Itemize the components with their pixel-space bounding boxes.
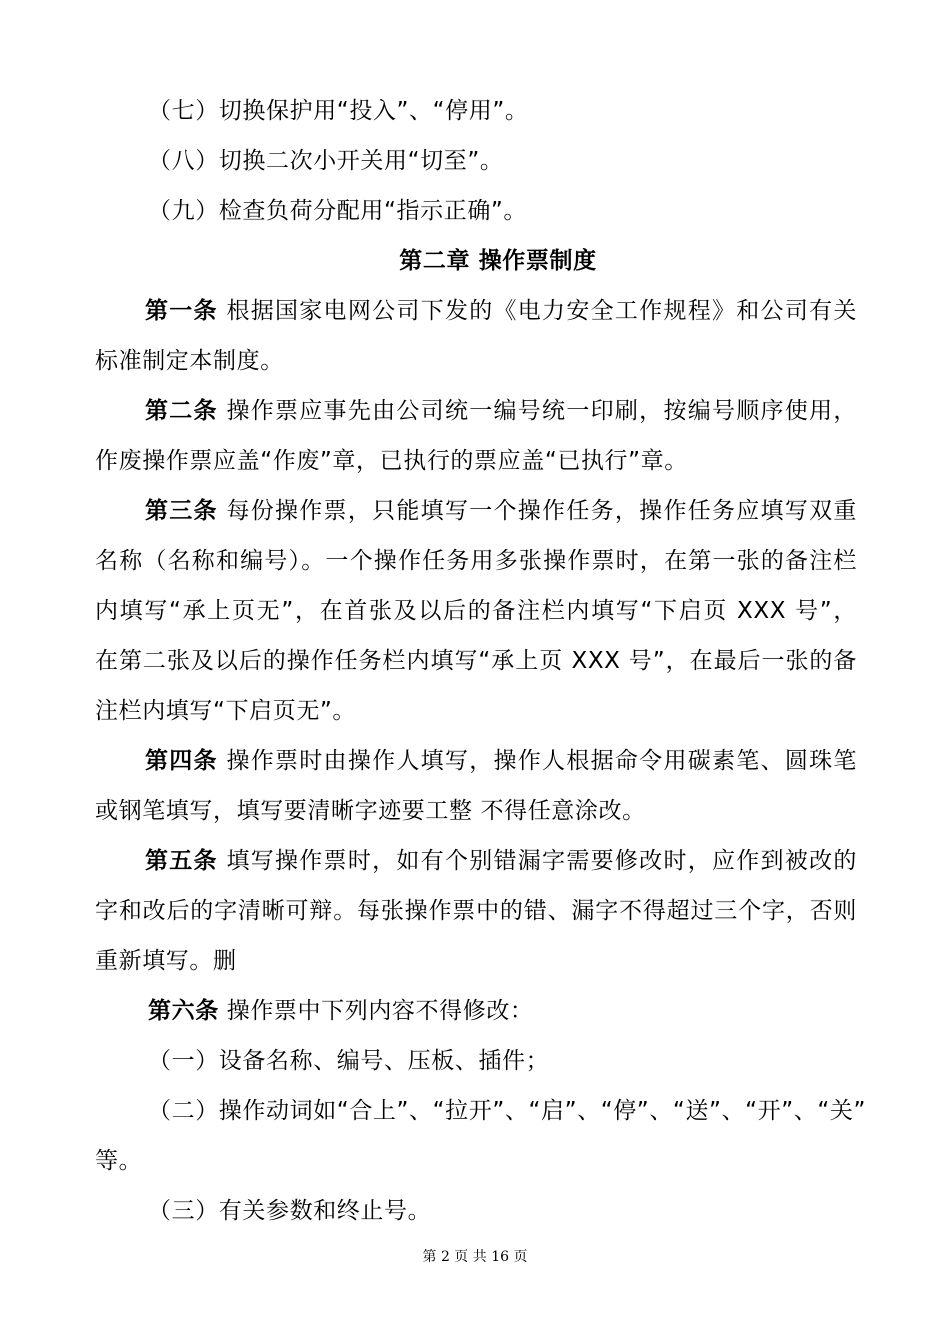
article-1-label: 第一条 — [145, 298, 218, 324]
list-item-7: （七）切换保护用“投入”、“停用”。 — [148, 98, 529, 124]
page-footer: 第 2 页 共 16 页 — [422, 1249, 528, 1265]
article-3-line-1: 第三条 每份操作票，只能填写一个操作任务，操作任务应填写双重 — [145, 498, 857, 524]
article-4-line-1: 第四条 操作票时由操作人填写，操作人根据命令用碳素笔、圆珠笔 — [145, 748, 857, 774]
article-1-line-1: 第一条 根据国家电网公司下发的《电力安全工作规程》和公司有关 — [145, 298, 857, 324]
article-4-label: 第四条 — [145, 748, 218, 774]
article-5-label: 第五条 — [145, 848, 218, 874]
chapter-heading: 第二章 操作票制度 — [399, 248, 597, 274]
article-5-line-1: 第五条 填写操作票时，如有个别错漏字需要修改时，应作到被改的 — [145, 848, 857, 874]
article-3-line-3: 内填写“承上页无”，在首张及以后的备注栏内填写“下启页 XXX 号”， — [95, 598, 857, 624]
article-5-line-3: 重新填写。删 — [95, 948, 237, 974]
article-3-line-5: 注栏内填写“下启页无”。 — [95, 698, 357, 724]
sub-item-1: （一）设备名称、编号、压板、插件； — [148, 1048, 550, 1074]
sub-item-2-line-1: （二）操作动词如“合上”、“拉开”、“启”、“停”、“送”、“开”、“关” — [148, 1098, 867, 1124]
sub-item-3: （三）有关参数和终止号。 — [148, 1198, 432, 1224]
article-3-label: 第三条 — [145, 498, 218, 524]
article-6-line-1: 第六条 操作票中下列内容不得修改： — [148, 998, 534, 1024]
article-2-line-2: 作废操作票应盖“作废”章，已执行的票应盖“已执行”章。 — [95, 448, 688, 474]
article-6-label: 第六条 — [148, 998, 219, 1024]
article-5-line-2: 字和改后的字清晰可辩。每张操作票中的错、漏字不得超过三个字，否则 — [95, 898, 857, 924]
article-1-line-2: 标准制定本制度。 — [95, 348, 284, 374]
article-3-line-2: 名称（名称和编号）。一个操作任务用多张操作票时，在第一张的备注栏 — [95, 548, 857, 574]
article-3-line-4: 在第二张及以后的操作任务栏内填写“承上页 XXX 号”，在最后一张的备 — [95, 648, 857, 674]
article-4-line-2: 或钢笔填写，填写要清晰字迹要工整 不得任意涂改。 — [95, 798, 646, 824]
article-2-line-1: 第二条 操作票应事先由公司统一编号统一印刷，按编号顺序使用， — [145, 398, 857, 424]
sub-item-2-line-2: 等。 — [95, 1148, 143, 1174]
article-2-label: 第二条 — [145, 398, 218, 424]
list-item-8: （八）切换二次小开关用“切至”。 — [148, 148, 504, 174]
list-item-9: （九）检查负荷分配用“指示正确”。 — [148, 198, 528, 224]
